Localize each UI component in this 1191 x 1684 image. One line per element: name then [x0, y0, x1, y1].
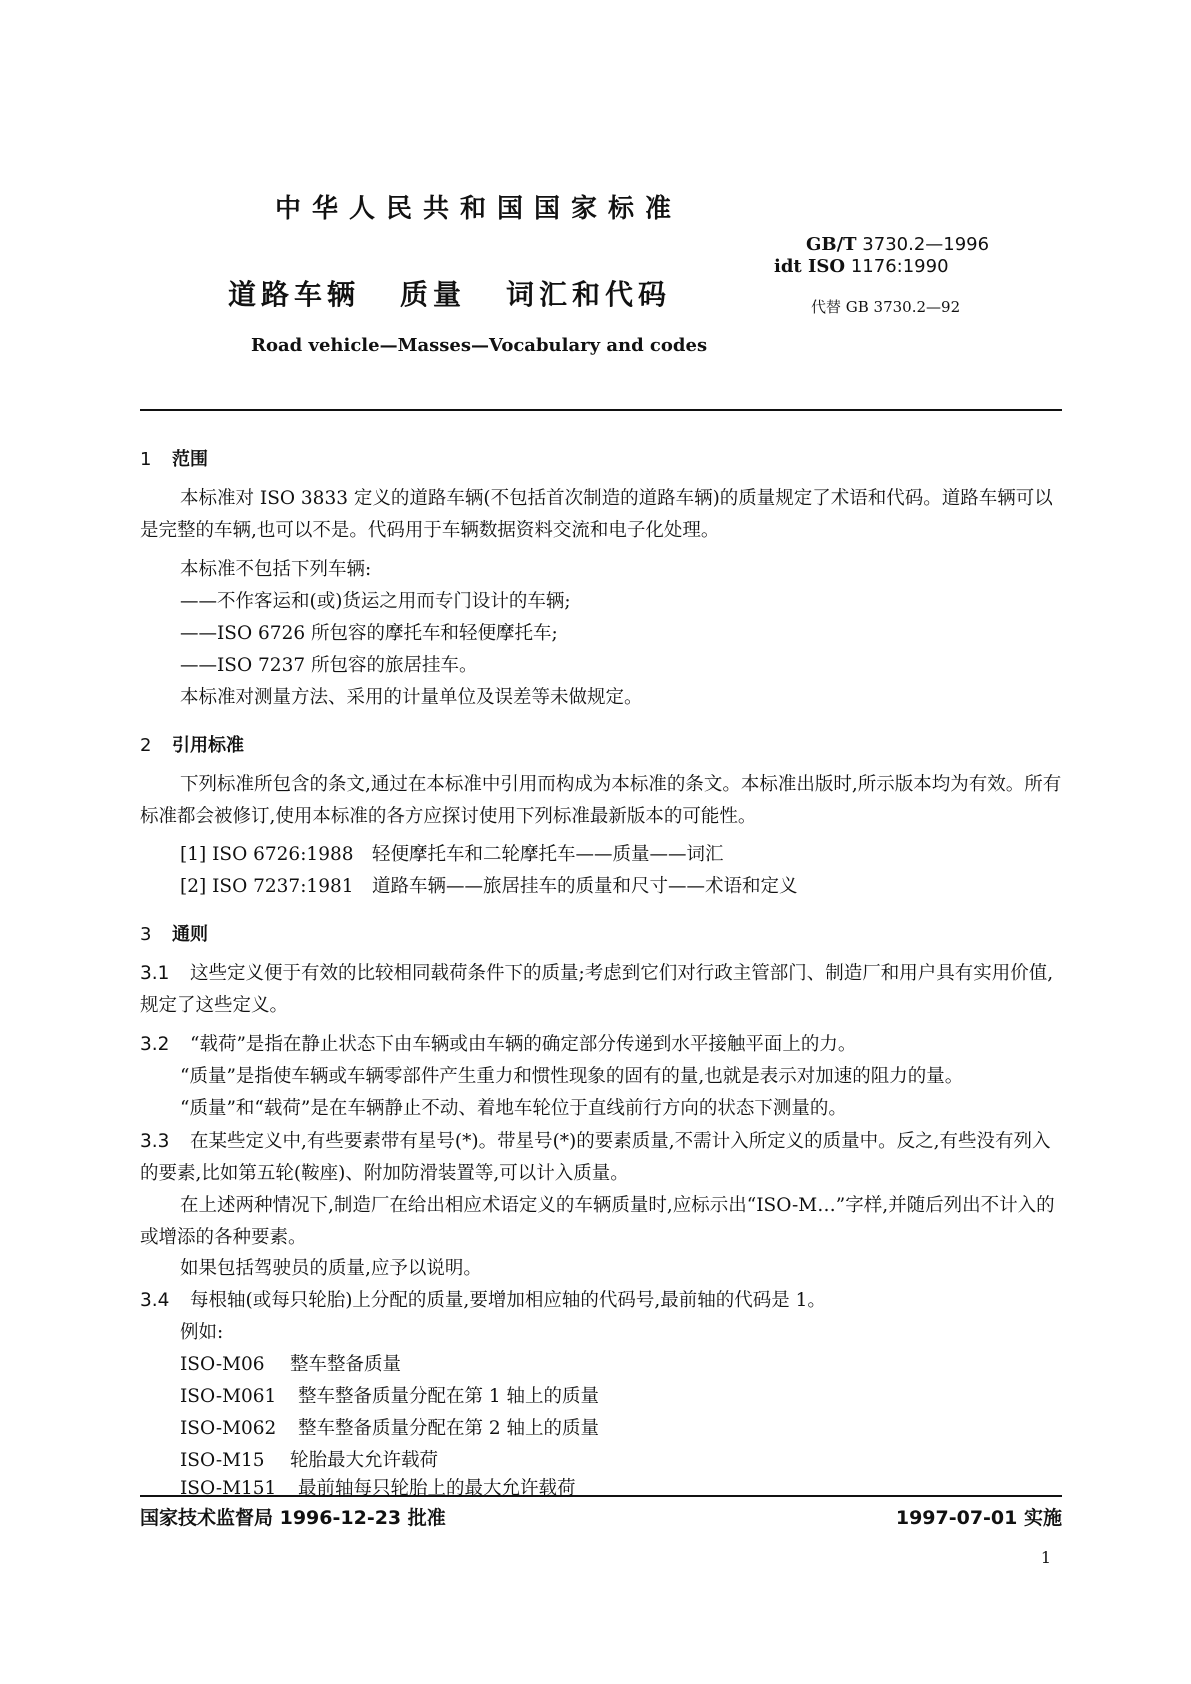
- clause-3-2: [140, 1030, 856, 1056]
- section-2-paragraph-1: 下列标准所包含的条文,通过在本标准中引用而构成为本标准的条文。本标准出版时,所示版本均为有效。所有标准都会被修订,使用本标准的各方应探讨使用下列标准最新版本的可能性。: [140, 774, 1062, 827]
- example-item: [180, 1382, 599, 1408]
- reference-1: [1] ISO 6726:1988 轻便摩托车和二轮摩托车——质量——词汇: [180, 844, 724, 865]
- clause-3-2-text: “载荷”是指在静止状态下由车辆或由车辆的确定部分传递到水平接触平面上的力。: [190, 1034, 857, 1055]
- title-part-1: 道路车辆: [228, 278, 361, 311]
- clause-3-1: [140, 958, 1062, 1022]
- section-1-dash-item-1: ——不作客运和(或)货运之用而专门设计的车辆;: [180, 591, 571, 612]
- title-part-2: 质量: [400, 278, 467, 311]
- effective-date: 1997-07-01 实施: [895, 1507, 1062, 1529]
- section-1-paragraph-3: 本标准对测量方法、采用的计量单位及误差等未做规定。: [180, 687, 643, 708]
- clause-3-1-number: 3.1: [140, 963, 170, 984]
- section-1-paragraph-2: 本标准不包括下列车辆:: [180, 559, 372, 580]
- clause-3-3-number: 3.3: [140, 1131, 170, 1152]
- idt-prefix: idt ISO: [774, 256, 846, 277]
- replaces-standard: 代替 GB 3730.2—92: [811, 298, 961, 316]
- document-title: [228, 273, 671, 313]
- section-3-number: 3: [140, 924, 152, 945]
- footer-divider: [140, 1495, 1062, 1497]
- example-label: 例如:: [180, 1322, 224, 1343]
- page-number: 1: [1040, 1548, 1051, 1567]
- standard-number: [806, 234, 989, 255]
- title-part-3: 词汇和代码: [506, 278, 672, 311]
- example-code: ISO-M062: [180, 1418, 277, 1439]
- clause-3-1-text: 这些定义便于有效的比较相同载荷条件下的质量;考虑到它们对行政主管部门、制造厂和用户具有实用价值,规定了这些定义。: [140, 963, 1054, 1016]
- example-item: [180, 1350, 401, 1376]
- section-2-heading: [140, 731, 244, 757]
- approval-date: 国家技术监督局 1996-12-23 批准: [140, 1507, 446, 1529]
- clause-3-4-text: 每根轴(或每只轮胎)上分配的质量,要增加相应轴的代码号,最前轴的代码是 1。: [190, 1290, 826, 1311]
- clause-3-4-number: 3.4: [140, 1290, 170, 1311]
- example-description: 最前轴每只轮胎上的最大允许载荷: [298, 1478, 576, 1499]
- clause-3-3-paragraph-3: 如果包括驾驶员的质量,应予以说明。: [180, 1258, 482, 1279]
- example-description: 整车整备质量分配在第 1 轴上的质量: [298, 1386, 600, 1407]
- identical-standard: [774, 256, 949, 277]
- example-item: [180, 1414, 599, 1440]
- clause-3-3-text: 在某些定义中,有些要素带有星号(*)。带星号(*)的要素质量,不需计入所定义的质量中。反之,有些没有列入的要素,比如第五轮(鞍座)、附加防滑装置等,可以计入质量。: [140, 1131, 1051, 1184]
- example-description: 整车整备质量: [290, 1354, 402, 1375]
- english-title: Road vehicle—Masses—Vocabulary and codes: [251, 335, 708, 356]
- section-1-heading: [140, 445, 208, 471]
- section-1-paragraph-1: 本标准对 ISO 3833 定义的道路车辆(不包括首次制造的道路车辆)的质量规定了术语和代码。道路车辆可以是完整的车辆,也可以不是。代码用于车辆数据资料交流和电子化处理。: [140, 488, 1053, 541]
- section-3-heading: [140, 920, 208, 946]
- clause-3-3: [140, 1126, 1062, 1190]
- clause-3-3-paragraph-2: 在上述两种情况下,制造厂在给出相应术语定义的车辆质量时,应标示出“ISO-M…”字样,并随后列出不计入的或增添的各种要素。: [140, 1195, 1055, 1248]
- national-standard-title: 中华人民共和国国家标准: [275, 194, 683, 224]
- example-code: ISO-M15: [180, 1450, 265, 1471]
- section-3-title: 通则: [172, 924, 208, 945]
- reference-2: [2] ISO 7237:1981 道路车辆——旅居挂车的质量和尺寸——术语和定义: [180, 876, 798, 897]
- clause-3-2-paragraph-3: “质量”和“载荷”是在车辆静止不动、着地车轮位于直线前行方向的状态下测量的。: [180, 1098, 847, 1119]
- clause-3-4: [140, 1286, 826, 1312]
- example-code: ISO-M06: [180, 1354, 265, 1375]
- example-description: 轮胎最大允许载荷: [290, 1450, 439, 1471]
- section-1-title: 范围: [172, 449, 208, 470]
- example-item: [180, 1446, 438, 1472]
- section-2-number: 2: [140, 735, 152, 756]
- example-description: 整车整备质量分配在第 2 轴上的质量: [298, 1418, 600, 1439]
- clause-3-2-paragraph-2: “质量”是指使车辆或车辆零部件产生重力和惯性现象的固有的量,也就是表示对加速的阻力的量。: [180, 1066, 964, 1087]
- section-2-title: 引用标准: [172, 735, 244, 756]
- standard-prefix: GB/T: [806, 234, 857, 255]
- section-1-dash-item-2: ——ISO 6726 所包容的摩托车和轻便摩托车;: [180, 623, 558, 644]
- standard-code: 3730.2—1996: [862, 234, 990, 255]
- header-divider: [140, 409, 1062, 411]
- clause-3-2-number: 3.2: [140, 1034, 170, 1055]
- idt-code: 1176:1990: [850, 256, 949, 277]
- example-code: ISO-M151: [180, 1478, 277, 1499]
- example-code: ISO-M061: [180, 1386, 277, 1407]
- section-1-number: 1: [140, 449, 152, 470]
- section-1-dash-item-3: ——ISO 7237 所包容的旅居挂车。: [180, 655, 478, 676]
